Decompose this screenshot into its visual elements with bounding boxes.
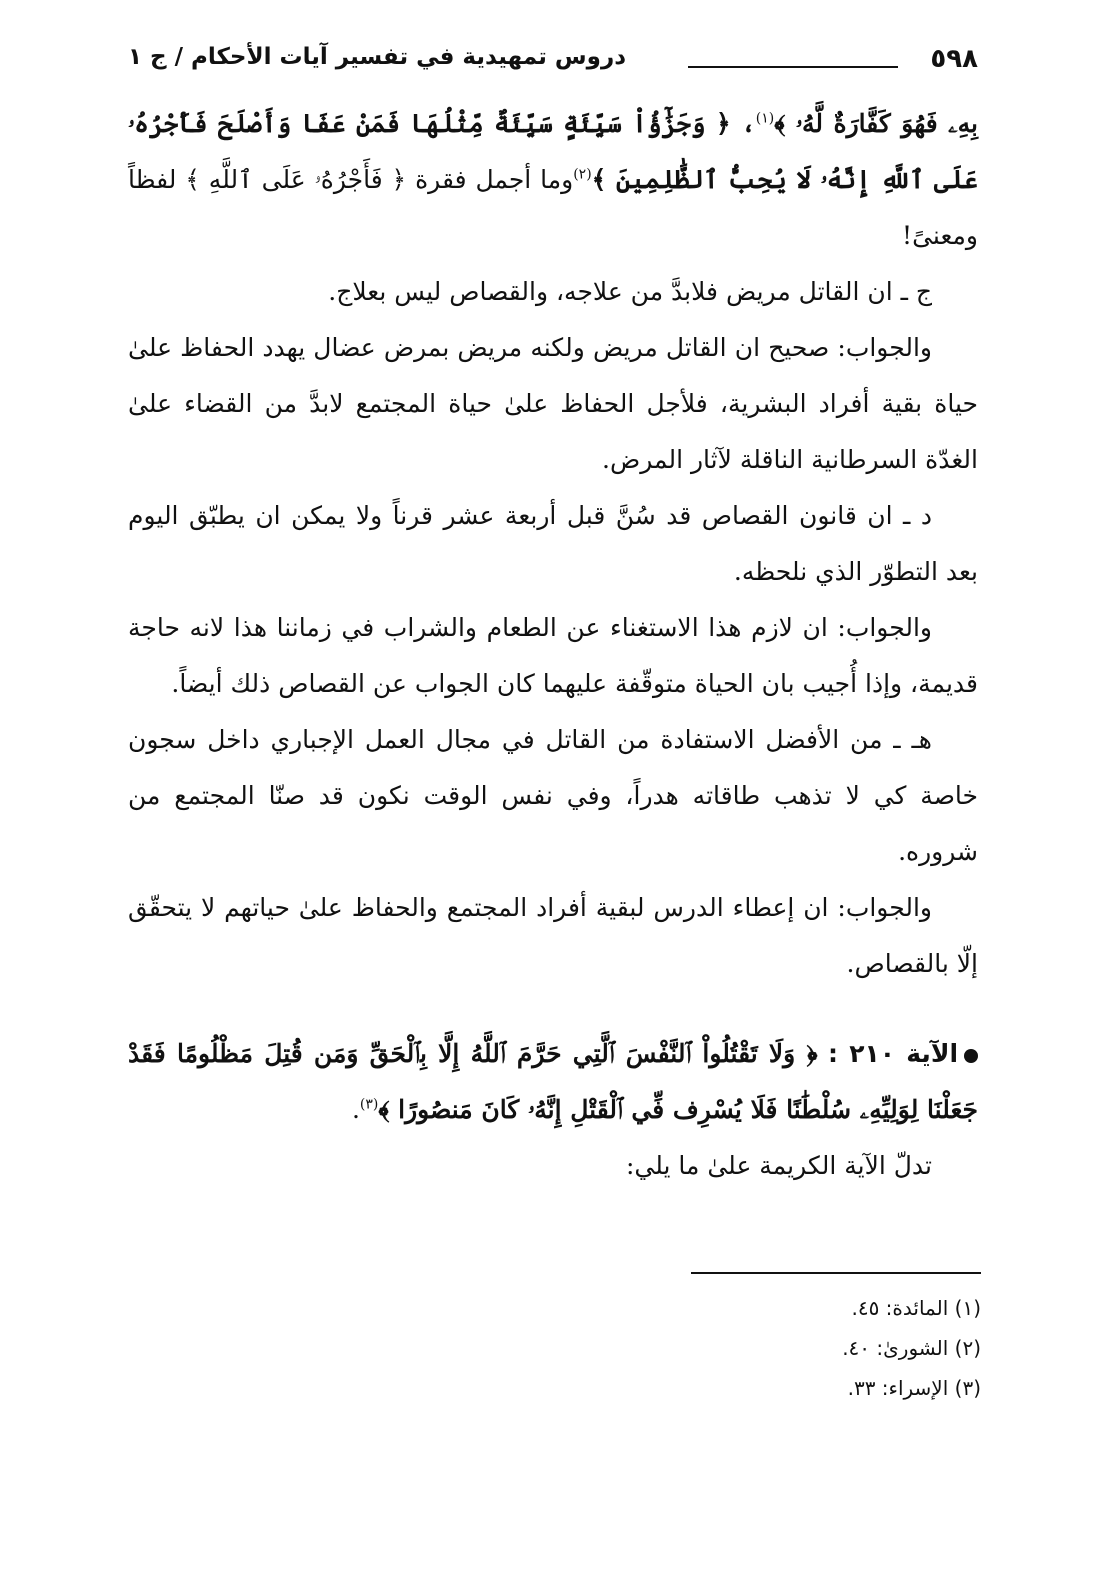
- bullet-icon: [964, 1049, 978, 1063]
- footnote: (٣) الإسراء: ٣٣.: [847, 1376, 981, 1400]
- main-text: [128, 96, 978, 1194]
- footnote-ref: (٢): [573, 166, 592, 183]
- quran-quote: ، ﴿ وَجَزَٰٓؤُاْ سَيِّئَةٍ سَيِّئَةٌ مِّثْلُهَا فَمَنْ عَفَا وَأَصْلَحَ فَأَجْرُهُۥ عَلَى ٱللَّهِ إِنَّهُۥ لَا يُحِبُّ ٱلظَّٰلِمِينَ ﴾: [128, 109, 978, 194]
- paragraph-objection-e: هـ ـ من الأفضل الاستفادة من القاتل في مجال العمل الإجباري داخل سجون خاصة كي لا تذهب طاقاته هدراً، وفي نفس الوقت نكون قد صنّا المجتمع من شروره.: [128, 725, 978, 866]
- footnote: (٢) الشورىٰ: ٤٠.: [842, 1336, 981, 1360]
- verse-paragraph: الآية ٢١٠ : ﴿ وَلَا تَقْتُلُواْ ٱلنَّفْسَ ٱلَّتِي حَرَّمَ ٱللَّهُ إِلَّا بِٱلْحَقِّ وَمَن قُتِلَ مَظْلُومًا فَقَدْ جَعَلْنَا لِوَلِيِّهِۦ سُلْطَٰنًا فَلَا يُسْرِف فِّي ٱلْقَتْلِ إِنَّهُۥ كَانَ مَنصُورًا ﴾$^{(٣)}$.: [128, 1039, 978, 1124]
- paragraph-objection-c: ج ـ ان القاتل مريض فلابدَّ من علاجه، والقصاص ليس بعلاج.: [328, 277, 932, 306]
- paragraph-intro: تدلّ الآية الكريمة علىٰ ما يلي:: [625, 1151, 932, 1180]
- footnote-ref: (١): [755, 110, 775, 127]
- header-rule: [688, 66, 898, 68]
- paragraph-answer-c: والجواب: صحيح ان القاتل مريض ولكنه مريض بمرض عضال يهدد الحفاظ علىٰ حياة بقية أفراد البشرية، فلأجل الحفاظ علىٰ حياة المجتمع لابدَّ من القضاء علىٰ الغدّة السرطانية الناقلة لآثار المرض.: [128, 333, 978, 474]
- footnote-ref: (٣): [359, 1096, 379, 1113]
- paragraph-objection-d: د ـ ان قانون القصاص قد سُنَّ قبل أربعة عشر قرناً ولا يمكن ان يطبّق اليوم بعد التطوّر الذي نلحظه.: [128, 501, 978, 586]
- verse-text: ﴿ وَلَا تَقْتُلُواْ ٱلنَّفْسَ ٱلَّتِي حَرَّمَ ٱللَّهُ إِلَّا بِٱلْحَقِّ وَمَن قُتِلَ مَظْلُومًا فَقَدْ جَعَلْنَا لِوَلِيِّهِۦ سُلْطَٰنًا فَلَا يُسْرِف فِّي ٱلْقَتْلِ إِنَّهُۥ كَانَ مَنصُورًا ﴾: [128, 1039, 978, 1124]
- section-gap: [128, 992, 978, 1026]
- running-title: دروس تمهيدية في تفسير آيات الأحكام / ج ١: [128, 44, 627, 70]
- page-number: ٥٩٨: [930, 44, 978, 74]
- footnotes: [481, 1288, 981, 1408]
- paragraph-text: وما أجمل فقرة ﴿ فَأَجْرُهُۥ عَلَى ٱللَّهِ ﴾ لفظاً ومعنىً!: [128, 165, 978, 250]
- footnote-rule: [691, 1272, 981, 1274]
- page-header: [128, 44, 978, 84]
- verse-label: الآية ٢١٠ :: [828, 1039, 959, 1068]
- quran-quote: بِهِۦ فَهُوَ كَفَّارَةٌ لَّهُۥ ﴾: [774, 109, 978, 138]
- footnote: (١) المائدة: ٤٥.: [851, 1296, 981, 1320]
- paragraph-answer-d: والجواب: ان لازم هذا الاستغناء عن الطعام والشراب في زماننا هذا لانه حاجة قديمة، وإذا أُجيب بان الحياة متوقّفة عليهما كان الجواب عن القصاص ذلك أيضاً.: [128, 613, 978, 698]
- paragraph-quran-quotes: [128, 96, 978, 264]
- paragraph-answer-e: والجواب: ان إعطاء الدرس لبقية أفراد المجتمع والحفاظ علىٰ حياتهم لا يتحقّق إلّا بالقصاص.: [128, 893, 978, 978]
